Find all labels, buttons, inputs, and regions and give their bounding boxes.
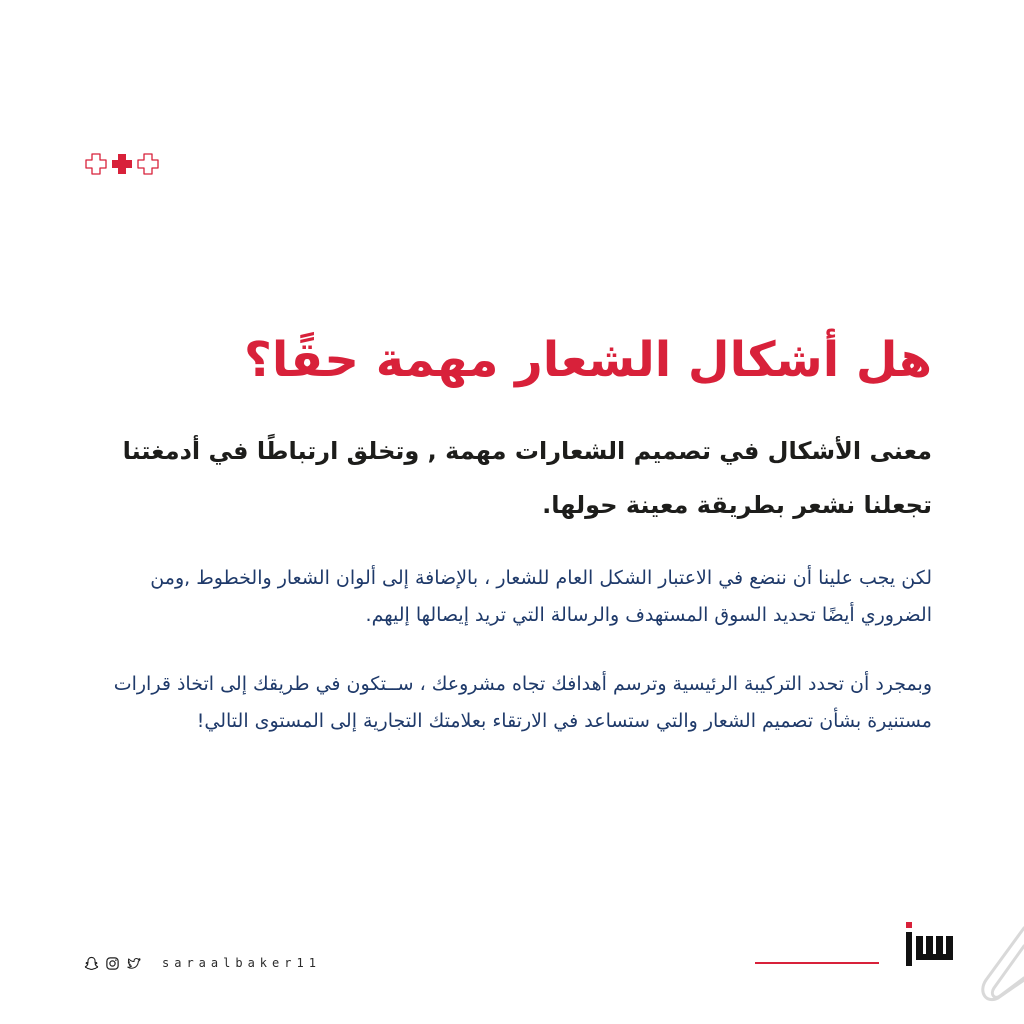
body-paragraph-2: وبمجرد أن تحدد التركيبة الرئيسية وترسم أهدافك تجاه مشروعك ، ســتكون في طريقك إلى اتخاذ قرارات مستنيرة بشأن تصميم الشعار والتي ستساعد في الارتقاء بعلامتك التجارية إلى المستوى التالي! [113,673,932,732]
social-footer [84,953,321,973]
twitter-icon[interactable] [126,956,142,971]
page-title: هل أشكال الشعار مهمة حقًا؟ [244,332,932,388]
social-handle[interactable]: saraalbaker11 [162,956,321,970]
outline-plus-icon [86,154,106,174]
paperclip-icon [966,920,1024,1024]
plus-signs-decoration [84,152,160,176]
instagram-icon[interactable] [105,956,120,971]
solid-plus-icon [112,154,132,174]
snapchat-icon[interactable] [84,956,99,971]
outline-plus-icon [138,154,158,174]
accent-divider [755,962,879,964]
brand-logo [902,920,958,968]
body-paragraph-1: لكن يجب علينا أن ننضع في الاعتبار الشكل العام للشعار ، بالإضافة إلى ألوان الشعار والخطوط ,ومن الضروري أيضًا تحديد السوق المستهدف والرسالة التي تريد إيصالها إليهم. [150,567,932,626]
subtitle: معنى الأشكال في تصميم الشعارات مهمة , وتخلق ارتباطًا في أدمغتنا تجعلنا نشعر بطريقة معينة حولها. [122,437,932,519]
